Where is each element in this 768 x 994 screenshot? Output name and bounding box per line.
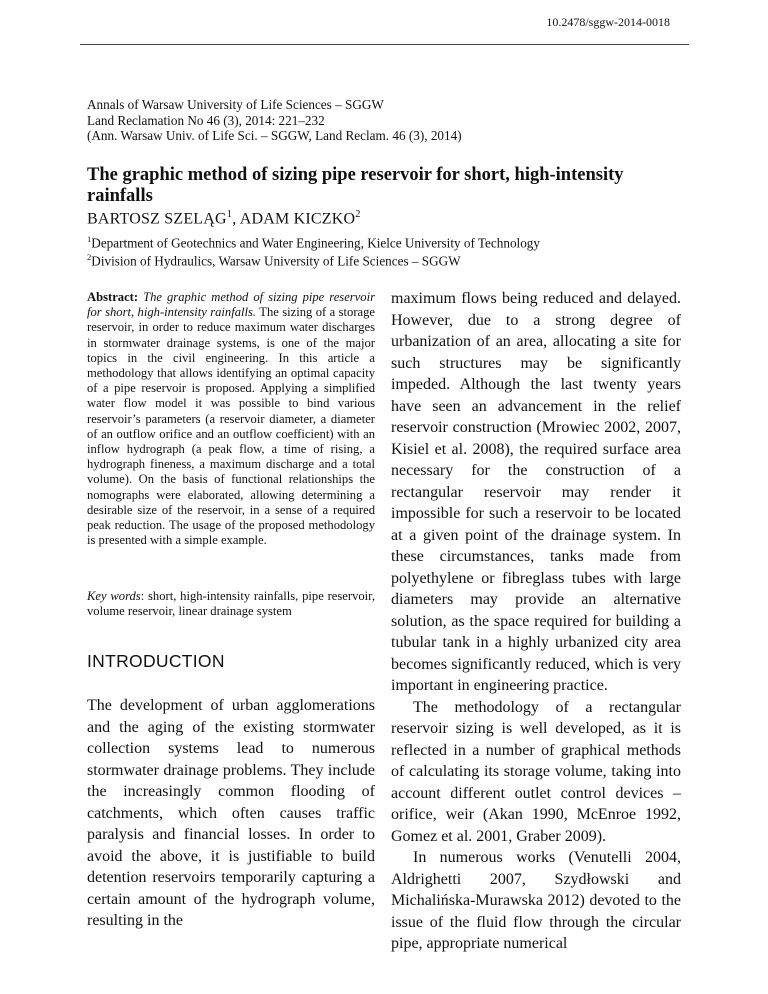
- affiliation-1: [87, 232, 540, 250]
- abstract-label: Abstract:: [87, 290, 139, 304]
- journal-line-1: Annals of Warsaw University of Life Sciences – SGGW: [87, 97, 384, 112]
- journal-line-3: (Ann. Warsaw Univ. of Life Sci. – SGGW, Land Reclam. 46 (3), 2014): [87, 128, 462, 143]
- abstract-title: The graphic method of sizing pipe reservoir for short, high-intensity rainfalls.: [87, 290, 375, 320]
- right-paragraph-1: maximum flows being reduced and delayed. However, due to a strong degree of urbanization of an area, allocating a site for such structures may be significantly impeded. Although the last twenty years have seen an advancement in the relief reservoir construction (Mrowiec 2002, 2007, Kisiel et al. 2008), the required surface area necessary for the construction of a rectangular reservoir may render it impossible for such a reservoir to be located at a given point of the drainage system. In these circumstances, tanks made from polyethylene or fibreglass tubes with large diameters may provide an alternative solution, as the space required for building a tubular tank in a highly urbanized city area becomes significantly reduced, which is very important in engineering practice.: [391, 290, 681, 694]
- intro-paragraph-left: The development of urban agglomerations and the aging of the existing stormwater collection systems lead to numerous stormwater drainage problems. They include the increasingly common flooding of catchments, which often causes traffic paralysis and financial losses. In order to avoid the above, it is justifiable to build detention reservoirs temporarily capturing a certain amount of the hydrograph volume, resulting in the: [87, 697, 375, 929]
- affiliation-2-text: Division of Hydraulics, Warsaw University of Life Sciences – SGGW: [91, 253, 461, 269]
- author-2-affiliation-mark: 2: [355, 209, 361, 220]
- journal-line-2: Land Reclamation No 46 (3), 2014: 221–232: [87, 112, 325, 128]
- doi-label[interactable]: 10.2478/sggw-2014-0018: [546, 15, 670, 29]
- right-paragraph-2: The methodology of a rectangular reservoir sizing is well developed, as it is reflected in a number of graphical methods of calculating its storage volume, taking into account different outlet control devices – orifice, weir (Akan 1990, McEnroe 1992, Gomez et al. 2001, Graber 2009).: [391, 698, 681, 845]
- affiliation-2: [87, 250, 540, 268]
- abstract-body: The sizing of a storage reservoir, in order to reduce maximum water discharges in stormwater drainage systems, is one of the major topics in the civil engineering. In this article a methodology that allows identifying an optimal capacity of a pipe reservoir is proposed. Applying a simplified water flow model it was possible to bind various reservoir’s parameters (a reservoir diameter, a diameter of an outflow orifice and an outflow coefficient) with an inflow hydrograph (a peak flow, a time of rising, a hydrograph fineness, a maximum discharge and a total volume). On the basis of functional relationships the nomographs were elaborated, allowing determining a desirable size of the reservoir, in a sense of a required peak reduction. The usage of the proposed methodology is presented with a simple example.: [87, 305, 375, 548]
- authors: [87, 209, 361, 228]
- keywords: [87, 589, 375, 619]
- affiliations: [87, 232, 540, 269]
- journal-citation: [87, 97, 462, 144]
- author-2: ADAM KICZKO: [239, 210, 356, 228]
- author-separator: ,: [232, 210, 240, 228]
- keywords-text: : short, high-intensity rainfalls, pipe reservoir, volume reservoir, linear drainage system: [87, 589, 376, 619]
- affiliation-1-mark: 1: [87, 234, 92, 244]
- keywords-label: Key words: [87, 589, 141, 603]
- author-1: BARTOSZ SZELĄG: [87, 210, 227, 228]
- right-column: [391, 288, 681, 955]
- paper-title: The graphic method of sizing pipe reservoir for short, high-intensity rainfalls: [87, 165, 624, 206]
- section-heading-introduction: INTRODUCTION: [87, 651, 225, 671]
- right-paragraph-3: In numerous works (Venutelli 2004, Aldrighetti 2007, Szydłowski and Michalińska-Murawska 2012) devoted to the issue of the fluid flow through the circular pipe, appropriate numerical: [391, 849, 681, 952]
- abstract: [87, 290, 375, 548]
- author-1-affiliation-mark: 1: [226, 209, 233, 220]
- affiliation-1-text: Department of Geotechnics and Water Engineering, Kielce University of Technology: [91, 235, 540, 251]
- header-rule: [80, 44, 689, 45]
- affiliation-2-mark: 2: [87, 252, 92, 263]
